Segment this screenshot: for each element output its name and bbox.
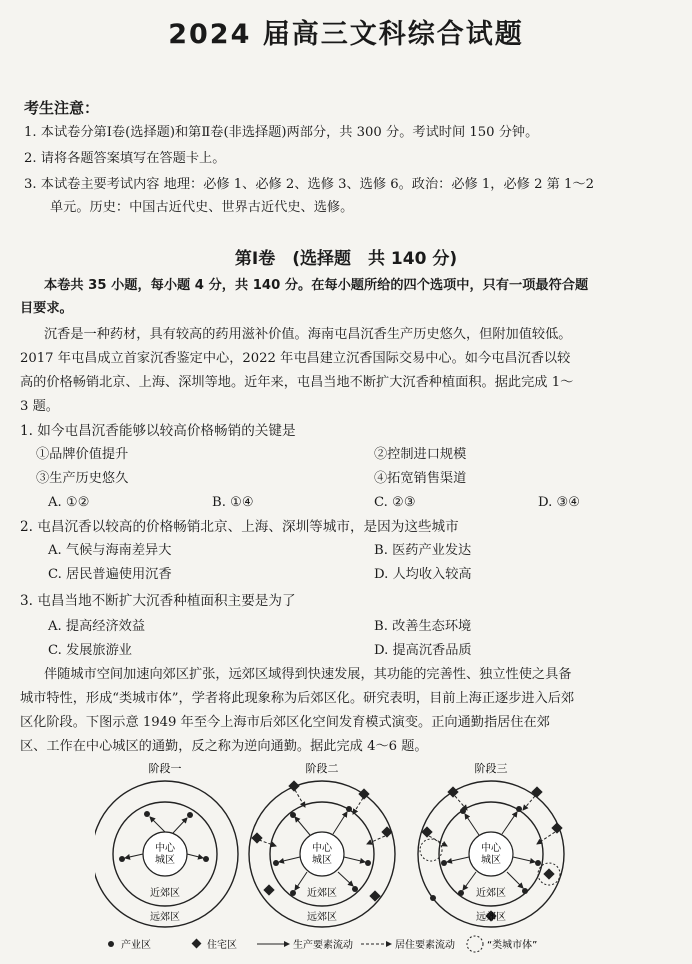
industrial-zone-marker <box>365 860 371 866</box>
question-2-stem: 2. 屯昌沉香以较高的价格畅销北京、上海、深圳等城市，是因为这些城市 <box>20 519 459 535</box>
legend-industrial: 产业区 <box>121 940 151 951</box>
inner-ring-label: 近郊区 <box>476 888 506 899</box>
q2-choice-a[interactable]: A. 气候与海南差异大 <box>48 543 172 558</box>
diagram-legend <box>108 936 537 952</box>
q3-choice-b[interactable]: B. 改善生态环境 <box>374 619 472 634</box>
residential-legend-icon <box>192 939 202 949</box>
outer-ring-label: 远郊区 <box>476 912 506 923</box>
suburbanization-diagram <box>95 762 605 958</box>
passage1-line: 2017 年屯昌成立首家沉香鉴定中心，2022 年屯昌建立沉香国际交易中心。如今屯昌沉香以较 <box>20 351 571 366</box>
note-item-2: 2. 请将各题答案填写在答题卡上。 <box>24 151 226 166</box>
notes-heading: 考生注意： <box>24 99 100 117</box>
industrial-zone-marker <box>460 808 466 814</box>
q1-item: ③生产历史悠久 <box>36 471 129 486</box>
note-item-1: 1. 本试卷分第Ⅰ卷(选择题)和第Ⅱ卷(非选择题)两部分，共 300 分。考试时间 150 分钟。 <box>24 125 539 140</box>
industrial-legend-icon <box>108 941 114 947</box>
stage-2-label: 阶段二 <box>305 762 339 775</box>
legend-residential: 住宅区 <box>207 940 237 951</box>
residential-zone-marker <box>447 786 458 797</box>
industrial-zone-marker <box>290 812 296 818</box>
page-title: 2024 届高三文科综合试题 <box>168 19 524 50</box>
section-intro: 本卷共 35 小题，每小题 4 分，共 140 分。在每小题所给的四个选项中，只有一项最符合题 <box>44 278 589 293</box>
section-intro-cont: 目要求。 <box>20 301 73 316</box>
q1-item: ④拓宽销售渠道 <box>374 471 467 486</box>
industrial-zone-marker <box>119 856 125 862</box>
industrial-zone-marker <box>346 806 352 812</box>
passage2-line: 城市特性，形成“类城市体”，学者将此现象称为后郊区化。研究表明，目前上海正逐步进入后郊 <box>20 691 575 706</box>
stage-2-diagram <box>249 762 395 927</box>
q3-choice-d[interactable]: D. 提高沉香品质 <box>374 643 472 658</box>
center-label: 中心 <box>312 843 332 854</box>
center-label: 城区 <box>155 855 175 866</box>
q2-choice-d[interactable]: D. 人均收入较高 <box>374 567 472 582</box>
industrial-zone-marker <box>290 890 296 896</box>
industrial-zone-marker <box>187 812 193 818</box>
industrial-zone-marker <box>522 888 528 894</box>
center-label: 中心 <box>155 843 175 854</box>
passage1-line: 沉香是一种药材，具有较高的药用滋补价值。海南屯昌沉香生产历史悠久，但附加值较低。 <box>44 327 572 342</box>
industrial-zone-marker <box>535 860 541 866</box>
q1-item: ①品牌价值提升 <box>36 447 129 462</box>
q1-choice-d[interactable]: D. ③④ <box>538 495 581 510</box>
inner-ring-label: 近郊区 <box>150 888 180 899</box>
center-label: 城区 <box>481 855 501 866</box>
q2-choice-b[interactable]: B. 医药产业发达 <box>374 543 472 558</box>
legend-production-flow: 生产要素流动 <box>293 940 353 951</box>
q3-choice-c[interactable]: C. 发展旅游业 <box>48 643 132 658</box>
residential-zone-marker <box>288 780 299 791</box>
stage-3-label: 阶段三 <box>474 762 508 775</box>
industrial-zone-marker <box>441 860 447 866</box>
note-item-3-cont: 单元。历史：中国古近代史、世界古近代史、选修。 <box>50 200 354 215</box>
industrial-zone-marker <box>458 890 464 896</box>
industrial-zone-marker <box>516 806 522 812</box>
industrial-zone-marker <box>273 860 279 866</box>
residential-zone-marker <box>543 868 554 879</box>
q1-choice-a[interactable]: A. ①② <box>48 495 90 510</box>
passage2-line: 伴随城市空间加速向郊区扩张，远郊区域得到快速发展，其功能的完善性、独立性使之具备 <box>44 667 572 682</box>
outer-ring-label: 远郊区 <box>307 912 337 923</box>
q2-choice-c[interactable]: C. 居民普遍使用沉香 <box>48 567 172 582</box>
passage2-line: 区、工作在中心城区的通勤，反之称为逆向通勤。据此完成 4～6 题。 <box>20 739 428 754</box>
stage-3-diagram <box>418 762 564 927</box>
residential-zone-marker <box>263 884 274 895</box>
legend-residence-flow: 居住要素流动 <box>395 940 455 951</box>
legend-quasi-city: “类城市体” <box>487 940 538 951</box>
stage-1-diagram <box>95 762 238 927</box>
quasi-city-legend-icon <box>467 936 483 952</box>
industrial-zone-marker <box>144 811 150 817</box>
passage1-line: 3 题。 <box>20 399 59 414</box>
q1-choice-b[interactable]: B. ①④ <box>212 495 254 510</box>
note-item-3: 3. 本试卷主要考试内容 地理：必修 1、必修 2、选修 3、选修 6。政治：必修 1，必修 2 第 1～2 <box>24 177 594 192</box>
q1-choice-c[interactable]: C. ②③ <box>374 495 416 510</box>
center-label: 城区 <box>312 855 332 866</box>
passage1-line: 高的价格畅销北京、上海、深圳等地。近年来，屯昌当地不断扩大沉香种植面积。据此完成 1～ <box>20 375 574 390</box>
question-1-stem: 1. 如今屯昌沉香能够以较高价格畅销的关键是 <box>20 423 296 439</box>
passage2-line: 区化阶段。下图示意 1949 年至今上海市后郊区化空间发育模式演变。正向通勤指居住在郊 <box>20 715 550 730</box>
section-title: 第Ⅰ卷 (选择题 共 140 分) <box>234 249 458 269</box>
residential-zone-marker <box>251 832 262 843</box>
outer-ring-label: 远郊区 <box>150 912 180 923</box>
inner-ring-label: 近郊区 <box>307 888 337 899</box>
industrial-zone-marker <box>203 856 209 862</box>
industrial-zone-marker <box>430 895 436 901</box>
q1-item: ②控制进口规模 <box>374 447 467 462</box>
residential-zone-marker <box>531 786 542 797</box>
stage-1-label: 阶段一 <box>148 762 182 775</box>
center-label: 中心 <box>481 843 501 854</box>
industrial-zone-marker <box>352 886 358 892</box>
question-3-stem: 3. 屯昌当地不断扩大沉香种植面积主要是为了 <box>20 593 296 609</box>
q3-choice-a[interactable]: A. 提高经济效益 <box>48 619 146 634</box>
